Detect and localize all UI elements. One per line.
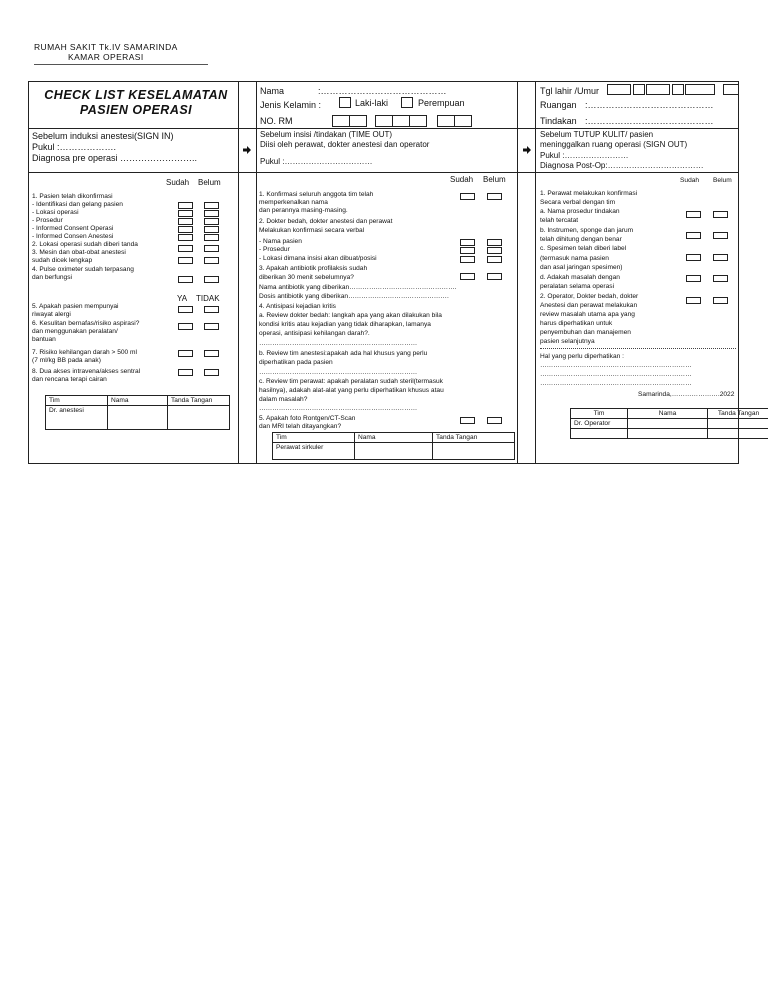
check-box[interactable]	[460, 193, 475, 200]
sign-out-item: d. Adakah masalah dengan	[540, 274, 620, 281]
sign-in-item: - Identifikasi dan gelang pasien	[32, 201, 123, 208]
sign-out-item: b. Instrumen, sponge dan jarum	[540, 227, 634, 234]
sign-in-item: 2. Lokasi operasi sudah diberi tanda	[32, 241, 138, 248]
form-title	[36, 88, 236, 118]
time-out-item: 3. Apakah antibiotik profilaksis sudah	[259, 265, 368, 272]
time-out-item: diperhatikan pada pasien	[259, 359, 333, 366]
check-box[interactable]	[686, 254, 701, 261]
room-field[interactable]: :……………………………………	[585, 100, 714, 110]
check-box[interactable]	[204, 323, 219, 330]
dob-box-2[interactable]	[633, 84, 645, 95]
header-rule	[34, 64, 208, 65]
sex-label: Jenis Kelamin :	[260, 100, 322, 110]
rm-box-6[interactable]	[437, 115, 455, 127]
sig-header-signature: Tanda Tangan	[708, 409, 768, 419]
male-label: Laki-laki	[355, 98, 389, 108]
rm-box-3[interactable]	[375, 115, 393, 127]
note-line[interactable]: ……………………………………………………………	[540, 371, 692, 378]
time-out-item: - Nama pasien	[259, 238, 302, 245]
note-line[interactable]: ……………………………………………………………	[540, 362, 692, 369]
check-box[interactable]	[178, 369, 193, 376]
rm-label: NO. RM	[260, 116, 293, 126]
divider-4	[535, 81, 536, 464]
check-box[interactable]	[204, 369, 219, 376]
sig-header-name: Nama	[355, 433, 433, 443]
check-box[interactable]	[178, 257, 193, 264]
sign-in-item: dan menggunakan peralatan/	[32, 328, 118, 335]
time-out-item: dan perannya masing-masing.	[259, 207, 348, 214]
dob-box-5[interactable]	[685, 84, 715, 95]
dob-box-1[interactable]	[607, 84, 631, 95]
sign-in-item: bantuan	[32, 336, 56, 343]
time-out-item[interactable]: ………………………………………………………………	[259, 369, 418, 376]
sign-out-item: review masalah utama apa yang	[540, 311, 635, 318]
name-field[interactable]: :……………………………………	[318, 86, 447, 96]
hospital-header	[34, 42, 178, 62]
time-out-item: - Prosedur	[259, 246, 290, 253]
sig-signature-cell[interactable]	[708, 419, 768, 429]
check-box[interactable]	[178, 245, 193, 252]
sign-in-item: dan rencana terapi cairan	[32, 376, 107, 383]
check-box[interactable]	[178, 350, 193, 357]
sign-in-item: 1. Pasien telah dikonfirmasi	[32, 193, 113, 200]
arrow-right-icon	[243, 146, 251, 154]
sign-out-item: 2. Operator, Dokter bedah, dokter	[540, 293, 639, 300]
check-box[interactable]	[204, 226, 219, 233]
sign-in-item: - Informed Consen Anestesi	[32, 233, 114, 240]
sig-header-team: Tim	[571, 409, 628, 419]
sign-out-item: peralatan selama operasi	[540, 283, 615, 290]
sign-in-item: 8. Dua akses intravena/akses sentral	[32, 368, 141, 375]
sign-out-title-1: Sebelum TUTUP KULIT/ pasien	[540, 130, 654, 139]
rm-box-4[interactable]	[392, 115, 410, 127]
sign-in-item: 3. Mesin dan obat-obat anestesi	[32, 249, 126, 256]
female-checkbox[interactable]	[401, 97, 413, 108]
time-out-item: dan MRI telah ditayangkan?	[259, 423, 342, 430]
sign-out-item: Secara verbal dengan tim	[540, 199, 616, 206]
check-box[interactable]	[204, 350, 219, 357]
sig-name-cell[interactable]	[628, 419, 708, 429]
check-box[interactable]	[204, 306, 219, 313]
time-out-item: 1. Konfirmasi seluruh anggota tim telah	[259, 191, 374, 198]
sig-role: Dr. Operator	[571, 419, 628, 429]
sign-in-signature-table	[45, 395, 230, 430]
sign-in-item: 5. Apakah pasien mempunyai	[32, 303, 119, 310]
check-box[interactable]	[204, 257, 219, 264]
rm-box-2[interactable]	[349, 115, 367, 127]
sign-out-item: telah tercatat	[540, 217, 579, 224]
sign-out-signature-table	[570, 408, 768, 439]
sign-in-item: - Lokasi operasi	[32, 209, 79, 216]
check-box[interactable]	[487, 273, 502, 280]
divider-1	[238, 81, 239, 464]
check-box[interactable]	[178, 306, 193, 313]
time-out-title: Sebelum insisi /tindakan (TIME OUT)	[260, 130, 393, 139]
time-out-item: b. Review tim anestesi:apakah ada hal khusus yang perlu	[259, 350, 428, 357]
sign-out-item: pasien selanjutnya	[540, 338, 595, 345]
time-out-item: memperkenalkan nama	[259, 199, 328, 206]
check-box[interactable]	[204, 276, 219, 283]
sign-in-item: 4. Pulse oximeter sudah terpasang	[32, 266, 134, 273]
check-box[interactable]	[713, 254, 728, 261]
sig-name-cell[interactable]	[355, 443, 433, 460]
sig-signature-cell[interactable]	[433, 443, 515, 460]
time-out-col-done: Sudah	[450, 175, 474, 184]
dob-label: Tgl lahir /Umur	[540, 86, 600, 96]
row-divider-1	[28, 128, 739, 129]
check-box[interactable]	[686, 297, 701, 304]
sig-name-cell[interactable]	[108, 406, 168, 430]
sign-in-col-yes: YA	[177, 294, 188, 303]
check-box[interactable]	[713, 275, 728, 282]
sign-out-title-2: meninggalkan ruang operasi (SIGN OUT)	[540, 140, 688, 149]
sign-out-item: (termasuk nama pasien	[540, 255, 609, 262]
age-box[interactable]	[723, 84, 739, 95]
check-box[interactable]	[204, 245, 219, 252]
sig-header-team: Tim	[273, 433, 355, 443]
time-out-item: operasi, antisipasi kehilangan darah?.	[259, 330, 370, 337]
time-out-col-not: Belum	[483, 175, 506, 184]
sign-in-time[interactable]: Pukul :……………….	[32, 142, 117, 152]
unit-name: KAMAR OPERASI	[68, 52, 144, 62]
rm-box-7[interactable]	[454, 115, 472, 127]
time-out-item[interactable]: Nama antibiotik yang diberikan………………………………………….	[259, 284, 457, 291]
dob-box-4[interactable]	[672, 84, 684, 95]
time-out-subtitle: Diisi oleh perawat, dokter anestesi dan operator	[260, 140, 430, 149]
check-box[interactable]	[178, 210, 193, 217]
sign-out-item: penyembuhan dan manajemen	[540, 329, 631, 336]
check-box[interactable]	[204, 202, 219, 209]
sign-in-diagnosis[interactable]: Diagnosa pre operasi ……………………..	[32, 153, 198, 163]
check-box[interactable]	[713, 297, 728, 304]
sign-in-item: - Prosedur	[32, 217, 63, 224]
note-rule	[540, 348, 736, 349]
check-box[interactable]	[713, 232, 728, 239]
check-box[interactable]	[460, 417, 475, 424]
sign-out-item: harus diperhatikan untuk	[540, 320, 613, 327]
check-box[interactable]	[178, 218, 193, 225]
check-box[interactable]	[460, 273, 475, 280]
sign-in-item: (7 ml/kg BB pada anak)	[32, 357, 101, 364]
time-out-time[interactable]: Pukul :……………………………	[260, 157, 373, 166]
sign-in-item: 7. Risiko kehilangan darah > 500 ml	[32, 349, 138, 356]
sign-out-item: c. Spesimen telah diberi label	[540, 245, 627, 252]
time-out-item[interactable]: Dosis antibiotik yang diberikan……………………………………….	[259, 293, 449, 300]
time-out-item: 2. Dokter bedah, dokter anestesi dan perawat	[259, 218, 393, 225]
sign-out-item: dan asal jaringan spesimen)	[540, 264, 623, 271]
female-label: Perempuan	[418, 98, 465, 108]
time-out-signature-table	[272, 432, 515, 460]
time-out-item: dalam masalah?	[259, 396, 308, 403]
title-line-2: PASIEN OPERASI	[79, 103, 193, 117]
sign-in-col-done: Sudah	[166, 178, 190, 187]
rm-box-1[interactable]	[332, 115, 350, 127]
sig-signature-cell[interactable]	[168, 406, 230, 430]
check-box[interactable]	[460, 239, 475, 246]
sign-in-item: dan berfungsi	[32, 274, 72, 281]
sig-header-signature: Tanda Tangan	[168, 396, 230, 406]
check-box[interactable]	[204, 234, 219, 241]
time-out-item: a. Review dokter bedah: langkah apa yang akan dilakukan bila	[259, 312, 442, 319]
sign-in-item: 6. Kesulitan bernafas/risiko aspirasi?	[32, 320, 140, 327]
time-out-item[interactable]: ………………………………………………………………	[259, 340, 418, 347]
sign-in-col-not: Belum	[198, 178, 221, 187]
sign-in-item: riwayat alergi	[32, 311, 71, 318]
sig-name-cell[interactable]	[628, 429, 708, 439]
check-box[interactable]	[178, 226, 193, 233]
divider-2	[256, 81, 257, 464]
time-out-item: - Lokasi dimana insisi akan dibuat/posisi	[259, 255, 377, 262]
time-out-item[interactable]: ………………………………………………………………	[259, 405, 418, 412]
check-box[interactable]	[178, 202, 193, 209]
sig-header-team: Tim	[46, 396, 108, 406]
arrow-right-icon	[523, 146, 531, 154]
sign-out-item: 1. Perawat melakukan konfirmasi	[540, 190, 638, 197]
place-date[interactable]: Samarinda,………………….2022	[638, 391, 735, 398]
sign-in-title: Sebelum induksi anestesi(SIGN IN)	[32, 131, 174, 141]
check-box[interactable]	[487, 193, 502, 200]
sign-out-col-done: Sudah	[680, 177, 700, 184]
time-out-item: 5. Apakah foto Rontgen/CT-Scan	[259, 415, 356, 422]
time-out-item: c. Review tim perawat: apakah peralatan sudah steril(termasuk	[259, 378, 443, 385]
sig-role: Perawat sirkuler	[273, 443, 355, 460]
check-box[interactable]	[204, 218, 219, 225]
check-box[interactable]	[487, 256, 502, 263]
time-out-item: 4. Antisipasi kejadian kritis	[259, 303, 336, 310]
check-box[interactable]	[460, 256, 475, 263]
sign-in-item: sudah dicek lengkap	[32, 257, 93, 264]
check-box[interactable]	[713, 211, 728, 218]
sig-role: Dr. anestesi	[46, 406, 108, 430]
dob-box-3[interactable]	[646, 84, 670, 95]
check-box[interactable]	[487, 417, 502, 424]
sign-in-item: - Informed Consent Operasi	[32, 225, 114, 232]
action-label: Tindakan	[540, 116, 577, 126]
hospital-name: RUMAH SAKIT Tk.IV SAMARINDA	[34, 42, 178, 52]
sign-out-time[interactable]: Pukul :……………………	[540, 151, 629, 160]
check-box[interactable]	[204, 210, 219, 217]
action-field[interactable]: :……………………………………	[585, 116, 714, 126]
check-box[interactable]	[487, 239, 502, 246]
rm-box-5[interactable]	[409, 115, 427, 127]
divider-3	[517, 81, 518, 464]
check-box[interactable]	[686, 275, 701, 282]
check-box[interactable]	[178, 276, 193, 283]
male-checkbox[interactable]	[339, 97, 351, 108]
note-label: Hal yang perlu diperhatikan :	[540, 353, 624, 360]
title-line-1: CHECK LIST KESELAMATAN	[44, 88, 228, 102]
sign-in-col-no: TIDAK	[196, 294, 220, 303]
time-out-item: kondisi kritis atau kejadian yang tidak diharapkan, lamanya	[259, 321, 431, 328]
check-box[interactable]	[686, 232, 701, 239]
sig-role-cell	[571, 429, 628, 439]
sign-out-item: Anestesi dan perawat melakukan	[540, 302, 638, 309]
check-box[interactable]	[487, 247, 502, 254]
check-box[interactable]	[686, 211, 701, 218]
room-label: Ruangan	[540, 100, 577, 110]
sign-out-item: a. Nama prosedur tindakan	[540, 208, 620, 215]
sign-out-col-not: Belum	[713, 177, 732, 184]
sig-header-name: Nama	[108, 396, 168, 406]
check-box[interactable]	[460, 247, 475, 254]
name-label: Nama	[260, 86, 285, 96]
note-line[interactable]: ……………………………………………………………	[540, 380, 692, 387]
check-box[interactable]	[178, 323, 193, 330]
sig-header-signature: Tanda Tangan	[433, 433, 515, 443]
sig-header-name: Nama	[628, 409, 708, 419]
time-out-item: Melakukan konfirmasi secara verbal	[259, 227, 365, 234]
check-box[interactable]	[178, 234, 193, 241]
time-out-item: hasilnya), adakah alat-alat yang perlu diperhatikan khusus atau	[259, 387, 444, 394]
sign-out-item: telah dihitung dengan benar	[540, 236, 622, 243]
sig-signature-cell[interactable]	[708, 429, 768, 439]
row-divider-2	[28, 172, 739, 173]
time-out-item: diberikan 30 menit sebelumnya?	[259, 274, 354, 281]
sign-out-diagnosis[interactable]: Diagnosa Post-Op:………………………………	[540, 161, 704, 170]
